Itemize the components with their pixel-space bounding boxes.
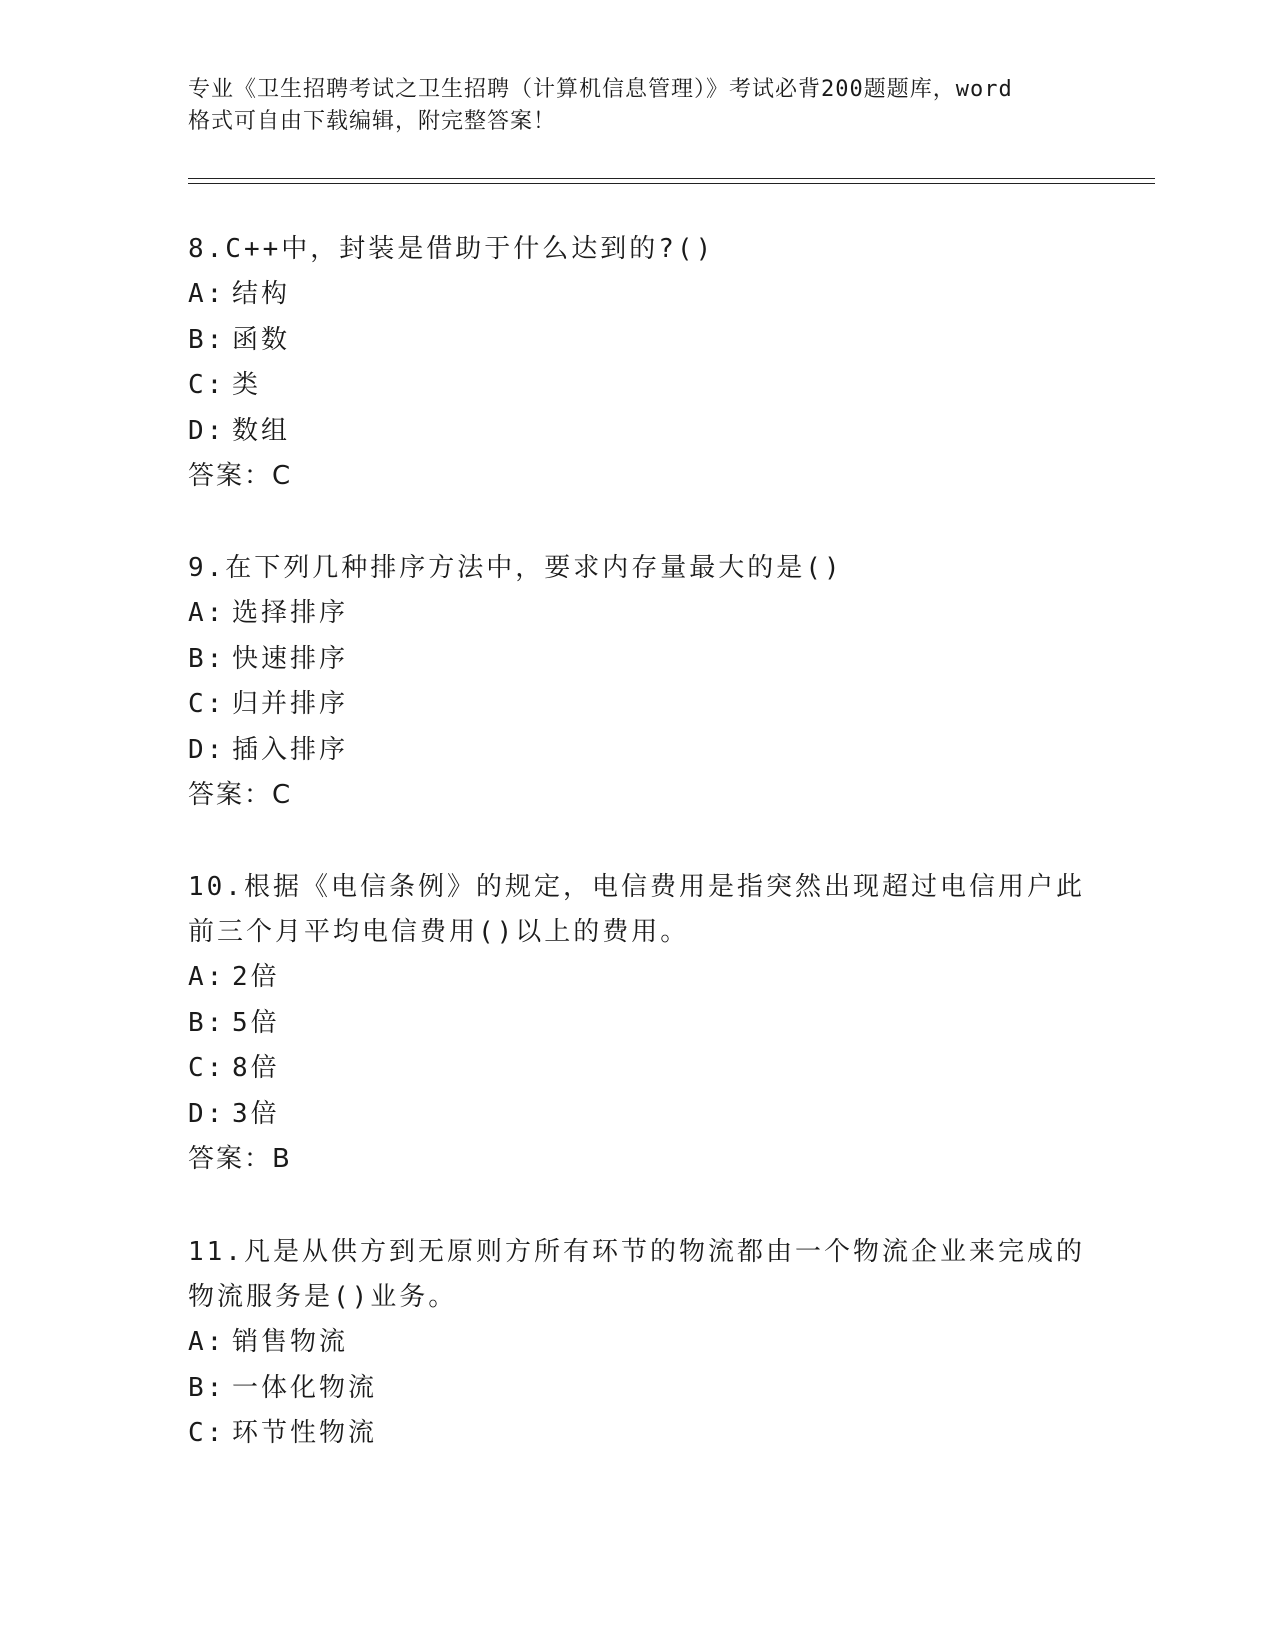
- option-key: B:: [188, 643, 226, 674]
- option-key: D:: [188, 734, 226, 765]
- option-key: B:: [188, 1372, 226, 1403]
- option-key: A:: [188, 962, 226, 992]
- option-a: [188, 591, 1088, 637]
- header-title-line-1: 专业《卫生招聘考试之卫生招聘（计算机信息管理）》考试必背200题题库，word: [188, 77, 1013, 102]
- question-stem-line: 10.根据《电信条例》的规定，电信费用是指突然出现超过电信用户此: [188, 872, 1085, 902]
- option-key: B:: [188, 1007, 226, 1038]
- question-stem: [188, 227, 1088, 272]
- option-key: C:: [188, 689, 226, 719]
- option-text: 选择排序: [232, 598, 349, 628]
- question-stem-line: 物流服务是()业务。: [188, 1282, 458, 1312]
- option-text: 快速排序: [232, 643, 349, 674]
- option-a: [188, 272, 1088, 318]
- question-stem-line: 9.在下列几种排序方法中，要求内存量最大的是(): [188, 553, 843, 583]
- option-text: 数组: [232, 415, 291, 446]
- option-text: 3倍: [232, 1098, 280, 1129]
- option-text: 归并排序: [232, 689, 349, 719]
- option-text: 插入排序: [232, 734, 349, 765]
- option-d: [188, 728, 1088, 774]
- option-text: 销售物流: [232, 1327, 349, 1357]
- option-text: 8倍: [232, 1053, 280, 1083]
- question-stem-line: 8.C++中，封装是借助于什么达到的?(): [188, 234, 715, 264]
- document-header: [188, 74, 1088, 138]
- option-a: [188, 1320, 1088, 1366]
- question-stem-line: 前三个月平均电信费用()以上的费用。: [188, 917, 690, 947]
- question-stem: [188, 546, 1088, 591]
- answer: 答案：B: [188, 1144, 292, 1174]
- option-b: [188, 637, 1088, 683]
- header-title-line-2: 格式可自由下载编辑，附完整答案！: [188, 109, 557, 134]
- option-d: [188, 409, 1088, 455]
- option-b: [188, 318, 1088, 364]
- option-text: 结构: [232, 279, 291, 309]
- option-d: [188, 1092, 1088, 1138]
- question-9: [188, 546, 1088, 818]
- question-11: [188, 1230, 1088, 1457]
- option-b: [188, 1366, 1088, 1412]
- question-10: [188, 865, 1088, 1182]
- option-c: [188, 1046, 1088, 1092]
- option-key: C:: [188, 1418, 226, 1448]
- option-key: A:: [188, 598, 226, 628]
- option-key: C:: [188, 1053, 226, 1083]
- option-key: B:: [188, 324, 226, 355]
- option-text: 一体化物流: [232, 1372, 378, 1403]
- option-c: [188, 1411, 1088, 1457]
- answer: 答案：C: [188, 461, 293, 491]
- question-8: [188, 227, 1088, 499]
- question-stem: [188, 1230, 1088, 1320]
- option-b: [188, 1001, 1088, 1047]
- question-stem: [188, 865, 1088, 955]
- option-text: 2倍: [232, 962, 280, 992]
- option-a: [188, 955, 1088, 1001]
- option-text: 5倍: [232, 1007, 280, 1038]
- option-c: [188, 682, 1088, 728]
- option-key: A:: [188, 1327, 226, 1357]
- option-key: D:: [188, 415, 226, 446]
- header-divider: [188, 178, 1155, 184]
- question-stem-line: 11.凡是从供方到无原则方所有环节的物流都由一个物流企业来完成的: [188, 1237, 1085, 1267]
- option-key: C:: [188, 370, 226, 400]
- option-text: 函数: [232, 324, 291, 355]
- option-text: 环节性物流: [232, 1418, 378, 1448]
- option-c: [188, 363, 1088, 409]
- option-key: D:: [188, 1098, 226, 1129]
- option-key: A:: [188, 279, 226, 309]
- option-text: 类: [232, 370, 262, 400]
- answer: 答案：C: [188, 780, 293, 810]
